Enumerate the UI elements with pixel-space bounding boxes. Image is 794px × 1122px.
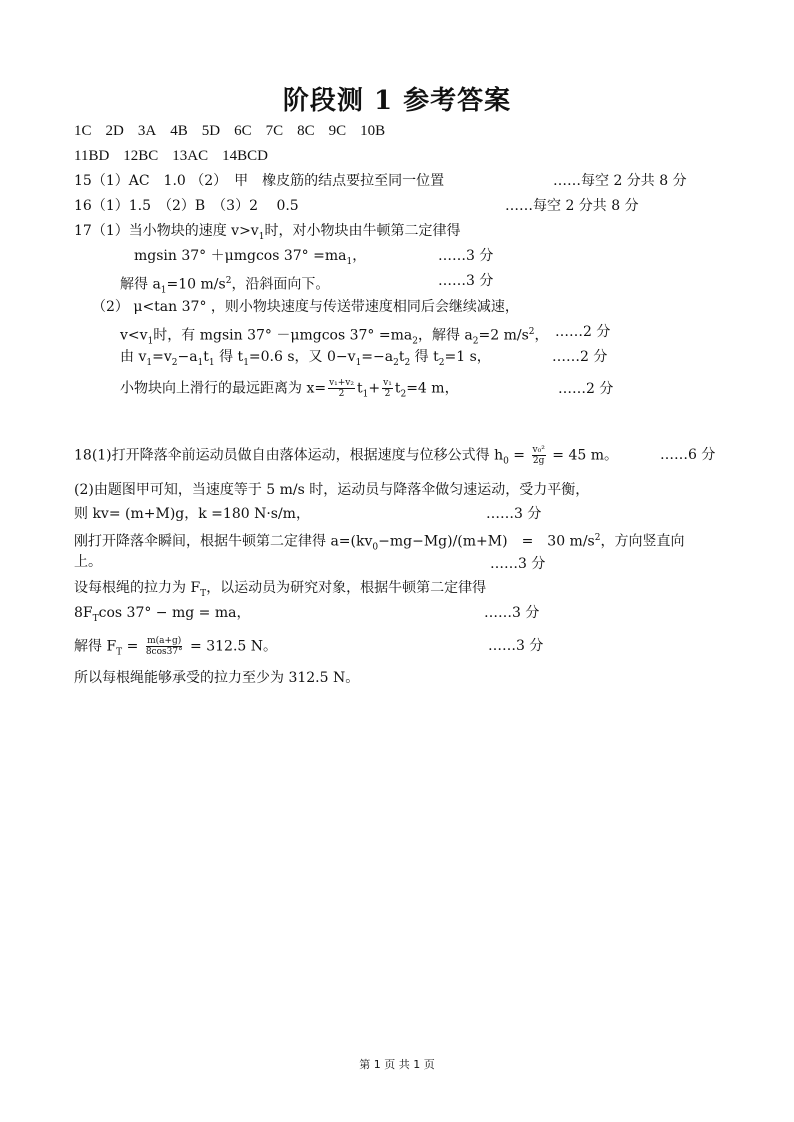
q18-line-3: 则 kv= (m+M)g，k =180 N·s/m，: [74, 506, 310, 522]
q17-line-1: 17（1）当小物块的速度 $v>v_1$时，对小物块由牛顿第二定律得: [74, 223, 461, 242]
q17-line-7-score: ……2 分: [558, 381, 614, 397]
mc-answer: 6C: [234, 123, 252, 139]
q17-line-2: mgsin 37° ＋μmgcos $37^\circ =ma_1$，: [134, 248, 367, 267]
fraction: $\frac{\text{v₁+v₂}}{2}$: [329, 378, 355, 399]
mc-answers-row-2: [74, 147, 282, 165]
mc-answer: 5D: [201, 123, 221, 139]
page-footer: 第 1 页 共 1 页: [359, 1058, 435, 1071]
q18-line-7-score: ……3 分: [484, 605, 540, 621]
q17-line-5-score: ……2 分: [555, 324, 611, 340]
mc-answer: 9C: [328, 123, 347, 139]
q18-line-5-score: ……3 分: [490, 556, 546, 572]
q18-line-8-score: ……3 分: [488, 638, 544, 654]
q18-line-7: $8F_T\cos$ 37° − mg = ma，: [74, 605, 251, 624]
q17-line-6-score: ……2 分: [552, 349, 608, 365]
q18-line-2: (2)由题图甲可知，当速度等于 5 m/s 时，运动员与降落伞做匀速运动，受力平衡，: [74, 482, 590, 498]
q18-line-6: 设每根绳的拉力为 $F_T$，以运动员为研究对象，根据牛顿第二定律得: [74, 580, 487, 599]
q15-answer: 15（1）AC 1.0 （2） 甲 橡皮筋的结点要拉至同一位置: [74, 173, 445, 189]
mc-answer: 4B: [170, 123, 188, 139]
mc-answer: 2D: [105, 123, 124, 139]
mc-answer: 13AC: [172, 148, 209, 164]
q17-line-4: （2） μ<tan 37° ，则小物块速度与传送带速度相同后会继续减速，: [92, 299, 519, 315]
fraction: $\frac{m(a+g)}{8\cos 37^\circ}$: [145, 636, 183, 657]
q17-line-3: 解得 $a_1=10$ $m/s^2$，沿斜面向下。: [120, 276, 330, 296]
fraction: $\frac{\text{v₀²}}{2g}$: [532, 445, 545, 466]
q17-line-3-score: ……3 分: [438, 273, 494, 289]
q18-line-1-score: ……6 分: [660, 447, 716, 463]
q18-line-3-score: ……3 分: [486, 506, 542, 522]
mc-answer: 14BCD: [222, 148, 268, 164]
page-title: 阶段测 1 参考答案: [282, 86, 512, 116]
mc-answer: 8C: [297, 123, 315, 139]
q16-answer: 16（1）1.5 （2）B （3）2 0.5: [74, 198, 299, 214]
q18-line-1: 18(1)打开降落伞前运动员做自由落体运动，根据速度与位移公式得 $h_0$ = $\frac{\text{v₀²}}{2g}$ = 45 m。: [74, 445, 618, 467]
q18-line-5: 上。: [74, 554, 102, 570]
mc-answer: 3A: [137, 123, 157, 139]
q16-score: ……每空 2 分共 8 分: [505, 198, 639, 214]
q17-line-6: 由 $v_1=v_2-a_1t_1$ 得 $t_1=0.6$ s，又 $0-v_1=-a_2t_2$ 得 $t_2=1$ s，: [120, 349, 491, 368]
mc-answer: 12BC: [123, 148, 159, 164]
mc-answer: 7C: [265, 123, 284, 139]
q17-line-2-score: ……3 分: [438, 248, 494, 264]
q18-line-4: 刚打开降落伞瞬间，根据牛顿第二定律得 $a=(kv_0-mg-Mg)/(m+M)$ = 30 $m/s^2$，方向竖直向: [74, 533, 685, 553]
mc-answers-row-1: [74, 122, 399, 140]
q18-line-9: 所以每根绳能够承受的拉力至少为 312.5 N。: [74, 670, 360, 686]
mc-answer: 10B: [360, 123, 386, 139]
mc-answer: 1C: [74, 123, 92, 139]
q17-line-7: 小物块向上滑行的最远距离为 x= $\frac{\text{v₁+v₂}}{2}$ $t_1+$ $\frac{\text{v₁}}{2}$ $t_2=4$ m，: [120, 378, 459, 400]
q17-line-5: $v<v_1$时，有 mgsin 37° －μmgcos $37^\circ =ma_2$，解得 $a_2=2$ $m/s^2$，: [120, 327, 549, 347]
mc-answer: 11BD: [74, 148, 110, 164]
q15-score: ……每空 2 分共 8 分: [553, 173, 687, 189]
fraction: $\frac{\text{v₁}}{2}$: [383, 378, 392, 399]
q18-line-8: 解得 $F_T$ = $\frac{m(a+g)}{8\cos 37^\circ}$ = 312.5 N。: [74, 636, 278, 658]
